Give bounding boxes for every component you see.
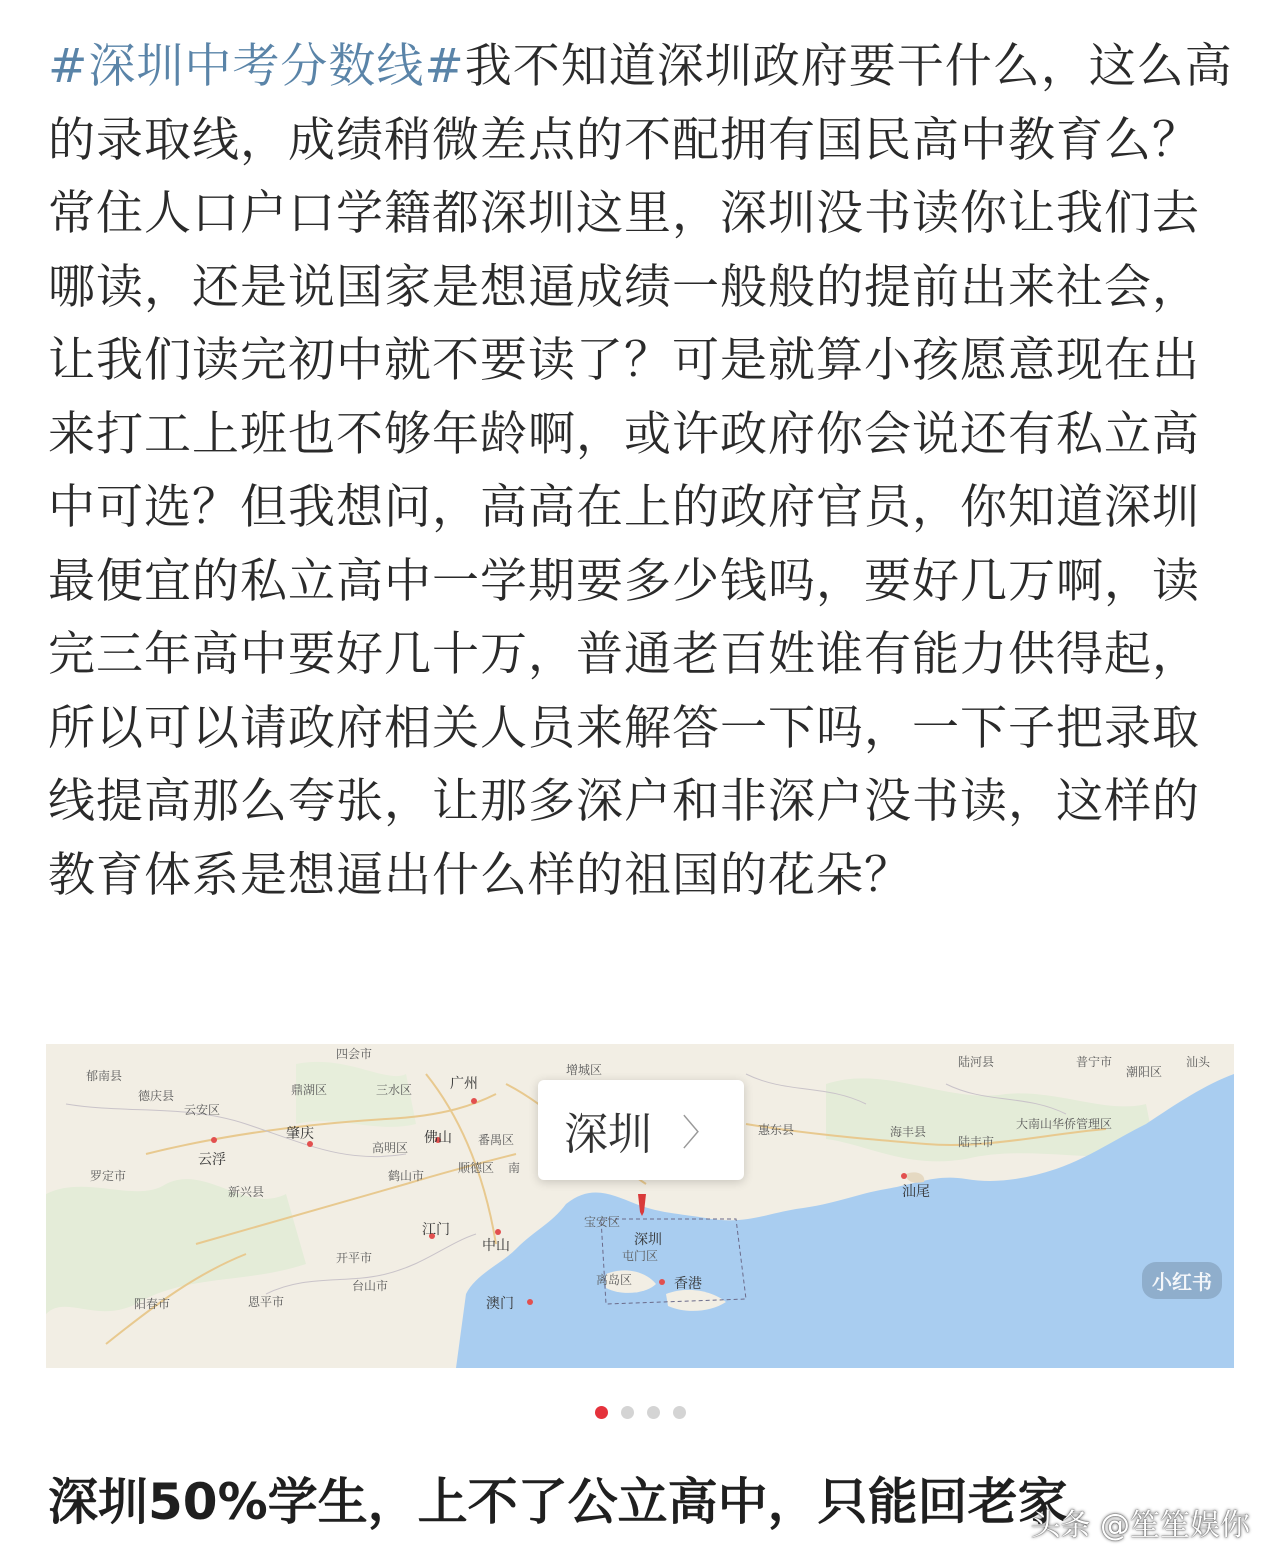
map-label: 南 xyxy=(508,1161,521,1175)
map-label: 罗定市 xyxy=(90,1169,127,1183)
map-label: 深圳 xyxy=(634,1232,662,1248)
map-label: 佛山 xyxy=(424,1130,452,1146)
map-label: 鼎湖区 xyxy=(291,1083,328,1097)
map-image[interactable] xyxy=(46,1044,1234,1368)
map-label: 海丰县 xyxy=(890,1125,927,1139)
map-label: 德庆县 xyxy=(138,1089,175,1103)
carousel-dots xyxy=(0,1406,1280,1422)
chevron-right-icon: 〉 xyxy=(681,1112,718,1154)
map-label: 潮阳区 xyxy=(1126,1065,1163,1079)
map-label: 鹤山市 xyxy=(388,1169,425,1183)
map-label: 高明区 xyxy=(372,1141,409,1155)
map-label: 顺德区 xyxy=(458,1161,495,1175)
carousel-dot-3[interactable] xyxy=(647,1406,660,1419)
map-label: 汕尾 xyxy=(902,1184,930,1200)
map-label: 陆丰市 xyxy=(958,1135,995,1149)
map-label: 新兴县 xyxy=(228,1185,265,1199)
carousel-dot-4[interactable] xyxy=(673,1406,686,1419)
map-label: 恩平市 xyxy=(248,1295,285,1309)
hashtag-link[interactable]: #深圳中考分数线# xyxy=(48,39,465,94)
map-label: 江门 xyxy=(422,1222,450,1238)
map-label: 澳门 xyxy=(486,1296,514,1312)
map-label: 广州 xyxy=(450,1076,478,1092)
map-label: 肇庆 xyxy=(286,1126,314,1142)
map-label: 普宁市 xyxy=(1076,1055,1113,1069)
map-label: 云浮 xyxy=(198,1152,226,1168)
map-label: 陆河县 xyxy=(958,1055,995,1069)
map-label: 离岛区 xyxy=(596,1273,633,1287)
city-name: 深圳 xyxy=(564,1109,652,1160)
map-label: 云安区 xyxy=(184,1103,221,1117)
map-label: 大南山华侨管理区 xyxy=(1016,1117,1113,1131)
map-label: 增城区 xyxy=(566,1063,603,1077)
map-label: 中山 xyxy=(482,1238,510,1254)
map-label: 香港 xyxy=(674,1276,702,1292)
map-label: 郁南县 xyxy=(86,1069,123,1083)
carousel-dot-2[interactable] xyxy=(621,1406,634,1419)
map-label: 开平市 xyxy=(336,1251,373,1265)
map-label: 番禺区 xyxy=(478,1133,515,1147)
toutiao-watermark: 头条 @笙笙娱你 xyxy=(1030,1508,1250,1543)
map-label: 四会市 xyxy=(336,1047,373,1061)
post-body: 我不知道深圳政府要干什么，这么高的录取线，成绩稍微差点的不配拥有国民高中教育么？常住人口户口学籍都深圳这里，深圳没书读你让我们去哪读，还是说国家是想逼成绩一般般的提前出来社会，让我们读完初中就不要读了？可是就算小孩愿意现在出来打工上班也不够年龄啊，或许政府你会说还有私立高中可选？但我想问，高高在上的政府官员，你知道深圳最便宜的私立高中一学期要多少钱吗，要好几万啊，读完三年高中要好几十万，普通老百姓谁有能力供得起，所以可以请政府相关人员来解答一下吗，一下子把录取线提高那么夸张，让那多深户和非深户没书读，这样的教育体系是想逼出什么样的祖国的花朵？ xyxy=(48,39,1233,903)
map-label: 台山市 xyxy=(352,1279,389,1293)
headline: 深圳50%学生，上不了公立高中，只能回老家 xyxy=(48,1473,1068,1531)
city-card[interactable] xyxy=(538,1080,744,1180)
carousel-dot-1[interactable] xyxy=(595,1406,608,1419)
map-label: 惠东县 xyxy=(758,1123,795,1137)
map-label: 宝安区 xyxy=(584,1215,621,1229)
xiaohongshu-watermark: 小红书 xyxy=(1142,1262,1222,1299)
post-text xyxy=(48,30,1238,912)
map-label: 汕头 xyxy=(1186,1055,1211,1069)
map-label: 屯门区 xyxy=(622,1249,659,1263)
map-label: 阳春市 xyxy=(134,1297,171,1311)
map-label: 三水区 xyxy=(376,1083,413,1097)
